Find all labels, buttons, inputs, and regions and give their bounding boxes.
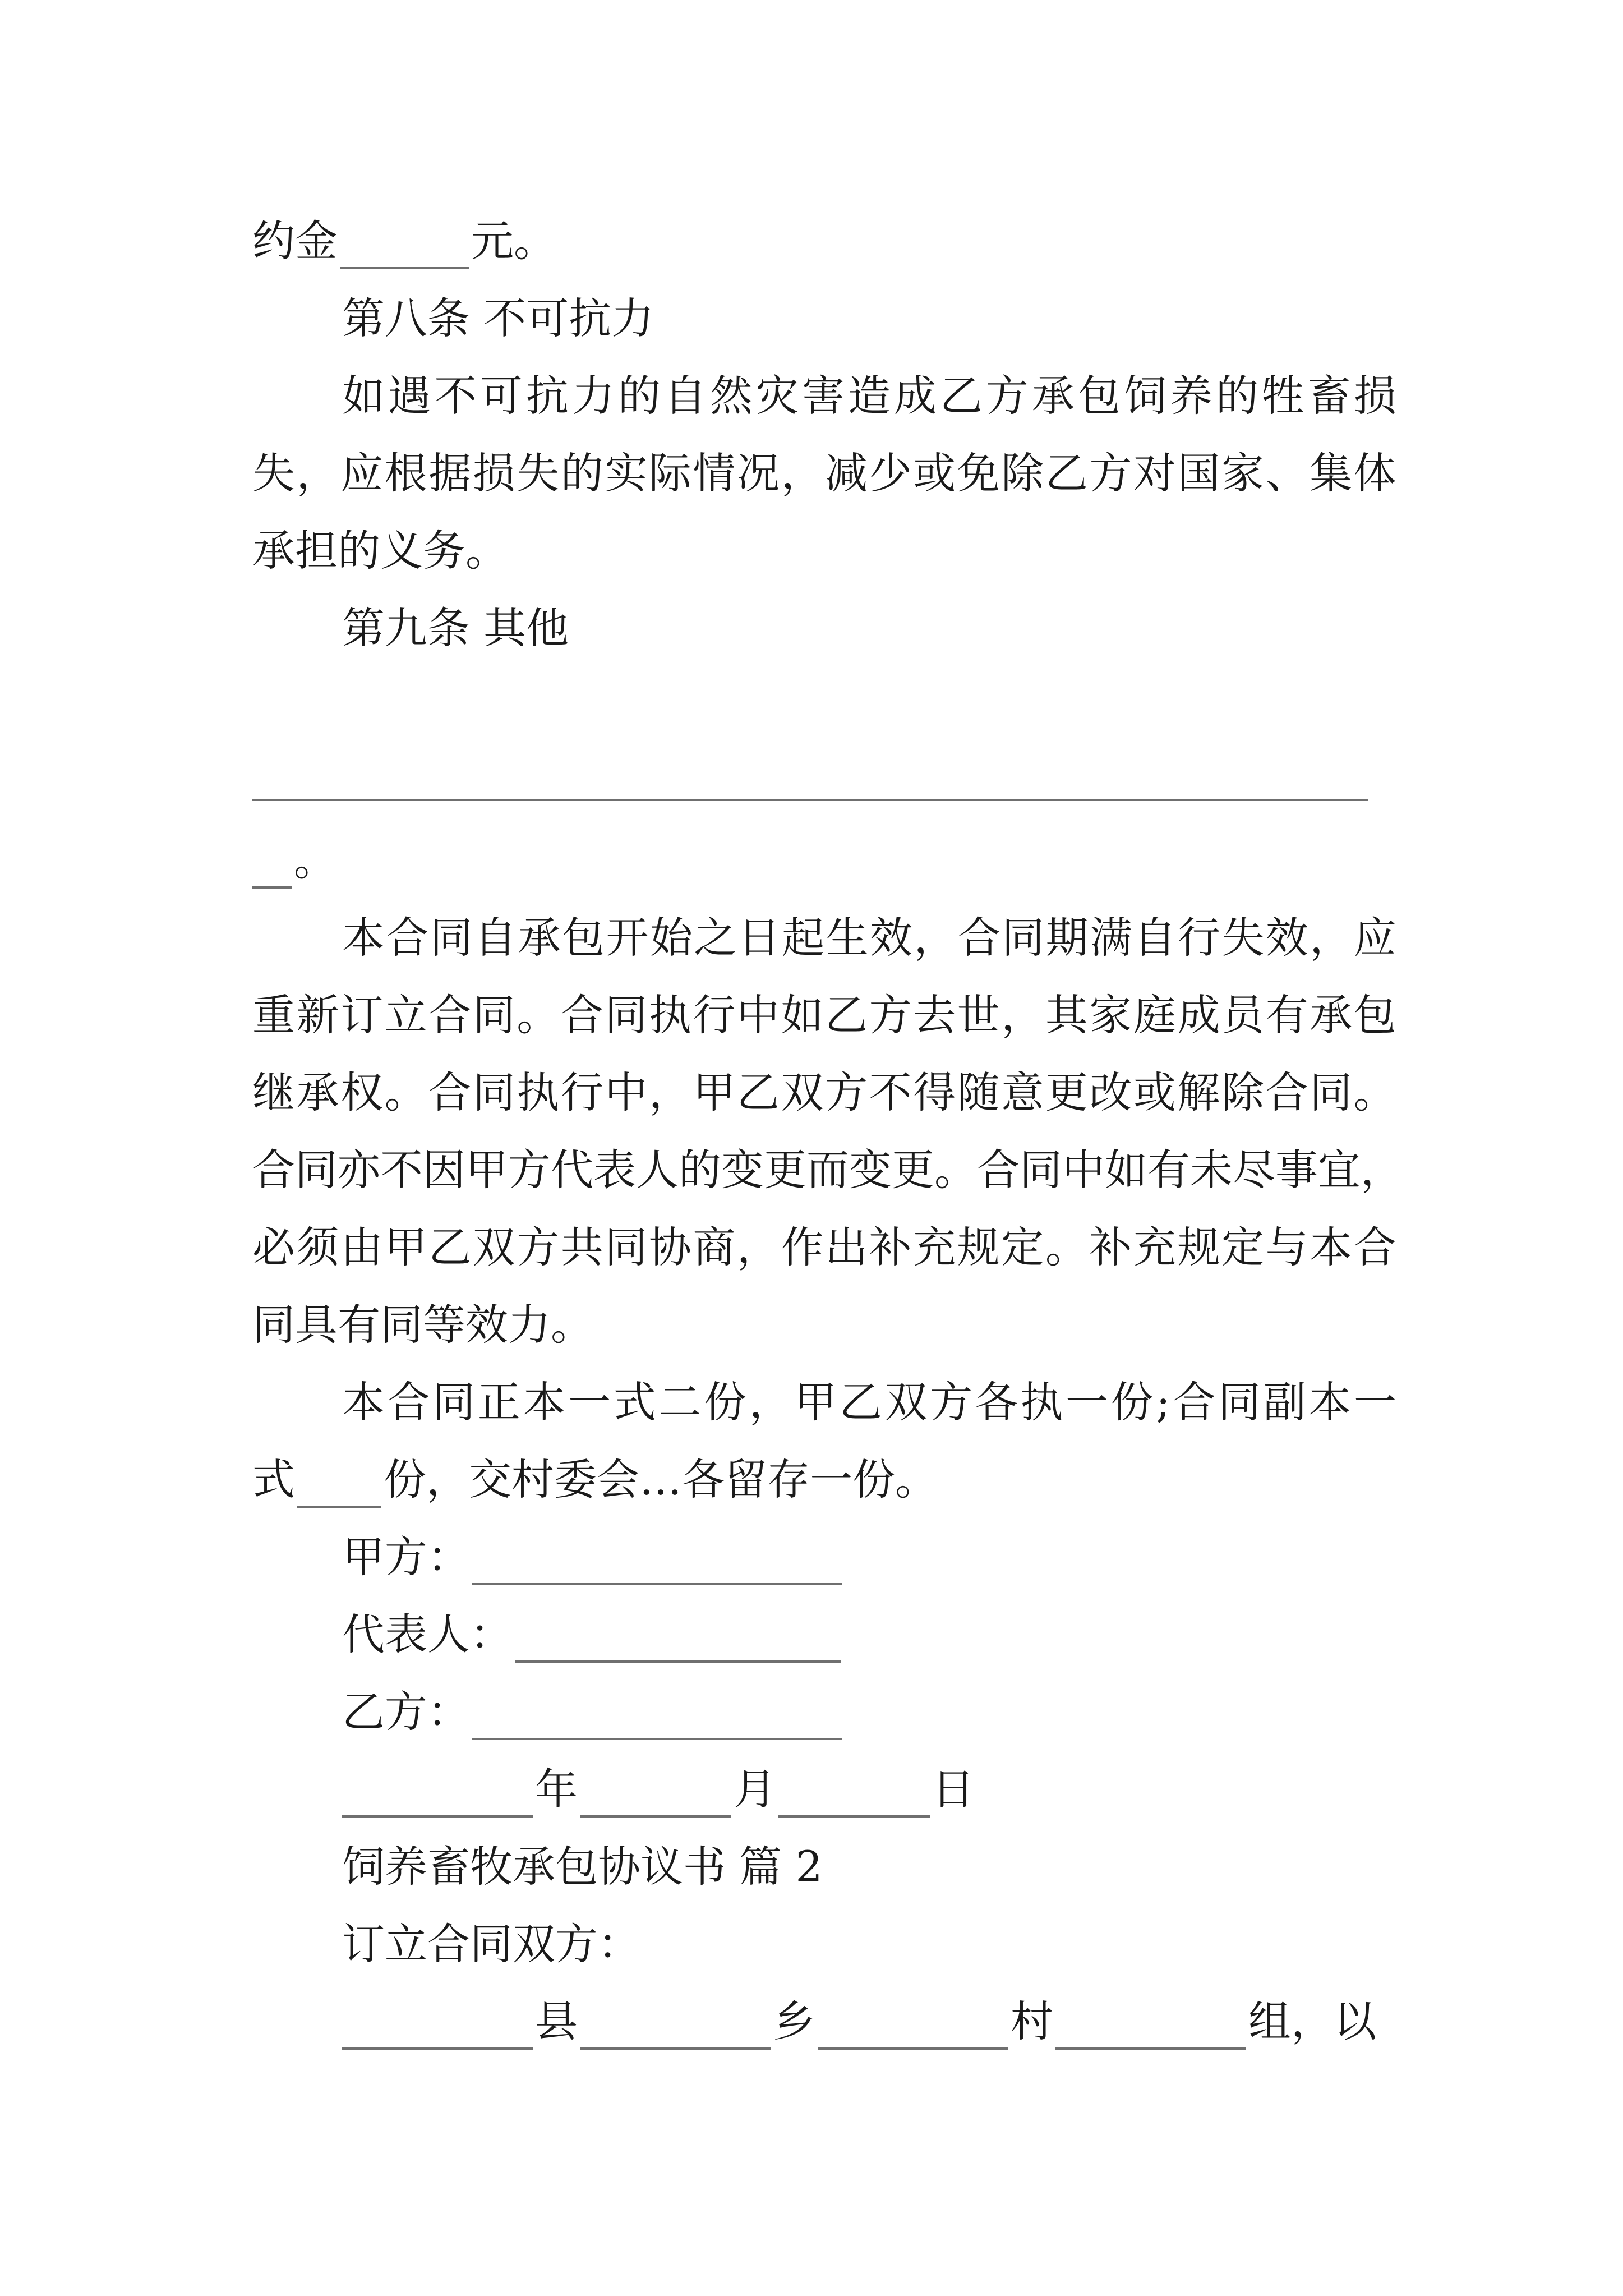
paragraph-line: 失 ， 应 根 据 损 失 的 实 际 情 况 ， 减 少 或 免 除 乙 方 对 国 家 、 集 体 <box>252 448 1396 498</box>
month-label: 月 <box>734 1764 776 1814</box>
blank-rule <box>252 799 1368 801</box>
text-fragment: 份，交村委会…各留存一份。 <box>384 1455 938 1504</box>
party-a-label: 甲方： <box>342 1532 470 1582</box>
blank-amount <box>340 228 469 269</box>
article-8-heading: 第八条 不可抗力 <box>342 293 654 343</box>
paragraph-line: 本 合 同 正 本 一 式 二 份 ， 甲 乙 双 方 各 执 一 份 ; 合 同 副 本 一 <box>342 1377 1396 1427</box>
representative-blank <box>515 1621 841 1663</box>
parties-heading: 订立合同双方： <box>342 1919 640 1969</box>
representative-line <box>342 1607 1396 1663</box>
township-label: 乡 <box>773 1996 815 2046</box>
article-9-heading: 第九条 其他 <box>342 603 569 653</box>
county-label: 县 <box>535 1996 578 2046</box>
group-label: 组，以 <box>1248 1996 1376 2046</box>
text-fragment: 约金 <box>252 216 338 266</box>
day-label: 日 <box>932 1764 975 1814</box>
party-a-line <box>342 1529 1396 1585</box>
text-fragment: 元。 <box>471 216 556 266</box>
paragraph-line: 必 须 由 甲 乙 双 方 共 同 协 商 ， 作 出 补 充 规 定 。 补 充 规 定 与 本 合 <box>252 1222 1396 1272</box>
paragraph-line: 继 承 权 。 合 同 执 行 中 ， 甲 乙 双 方 不 得 随 意 更 改 或 解 除 合 同 。 <box>252 1068 1396 1117</box>
paragraph-line: 重 新 订 立 合 同 。 合 同 执 行 中 如 乙 方 去 世 ， 其 家 庭 成 员 有 承 包 <box>252 990 1396 1040</box>
village-blank <box>818 2008 1008 2050</box>
section-title: 饲养畜牧承包协议书 篇 2 <box>342 1842 823 1892</box>
blank-tail <box>252 847 292 889</box>
text-fragment: 。 <box>294 835 336 885</box>
rule-tail-line <box>252 832 1396 889</box>
paragraph-line: 承担的义务。 <box>252 526 508 576</box>
penalty-line <box>252 213 1396 269</box>
county-blank <box>342 2008 533 2050</box>
month-blank <box>580 1776 731 1818</box>
group-blank <box>1055 2008 1246 2050</box>
party-a-blank <box>472 1544 842 1585</box>
day-blank <box>778 1776 930 1818</box>
representative-label: 代表人： <box>342 1609 513 1659</box>
paragraph-line: 合 同 亦 不 因 甲 方 代 表 人 的 变 更 而 变 更 。 合 同 中 如 有 未 尽 事 宜 ， <box>252 1145 1403 1195</box>
party-b-line <box>342 1684 1396 1740</box>
text-fragment: 式 <box>252 1455 295 1504</box>
address-line <box>342 1994 1396 2050</box>
date-line <box>342 1761 1396 1818</box>
blank-copies <box>297 1466 381 1508</box>
party-b-blank <box>472 1699 842 1740</box>
year-label: 年 <box>535 1764 578 1814</box>
village-label: 村 <box>1011 1996 1053 2046</box>
year-blank <box>342 1776 533 1818</box>
paragraph-line: 本 合 同 自 承 包 开 始 之 日 起 生 效 ， 合 同 期 满 自 行 失 效 ， 应 <box>342 913 1396 963</box>
party-b-label: 乙方： <box>342 1687 470 1737</box>
paragraph-line: 同具有同等效力。 <box>252 1300 593 1350</box>
township-blank <box>580 2008 771 2050</box>
copies-line <box>252 1452 1396 1508</box>
paragraph-line: 如 遇 不 可 抗 力 的 自 然 灾 害 造 成 乙 方 承 包 饲 养 的 牲 畜 损 <box>342 371 1396 421</box>
